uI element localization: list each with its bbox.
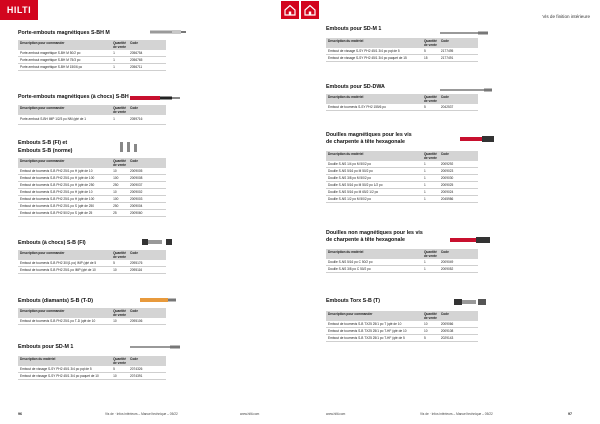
table-row: Douille S-NS 1/2 po M 50/2 po 1 2045986 <box>326 196 478 203</box>
table-row: Embout de tournevis S-B PH2 25/1 po H (qté de 250 250 2009037 <box>18 182 166 189</box>
section-title: Embouts (à chocs) S-B (FI) <box>18 240 86 246</box>
table-row: Embout de vissage S-SY PH2 45/1 3/4 po paquet de 10 10 2074391 <box>18 373 166 380</box>
section-douilles-magnetiques <box>326 132 478 203</box>
col-header-description: Description du matériel <box>326 94 422 104</box>
home-icon[interactable] <box>301 1 319 19</box>
product-table <box>18 308 166 325</box>
table-row: Embout de tournevis S-B PH2 25/1 po H (qté de 100 100 2009008 <box>18 175 166 182</box>
table-row: Douille S-NS 5/16 po C 50/2 po 1 2009049 <box>326 259 478 266</box>
col-header-code: Code <box>128 158 166 168</box>
col-header-code: Code <box>128 105 166 115</box>
col-header-description: Description pour commander <box>18 105 111 115</box>
right-page <box>300 0 600 424</box>
table-row: Embout de tournevis S-B PH2 30/(1 po) IMP (qté de 5 5 2095176 <box>18 260 166 267</box>
torx-bit-image <box>450 296 490 308</box>
section-subtitle: Embouts S-B (norme) <box>18 148 73 154</box>
footer-url: www.hilti.com <box>240 412 260 416</box>
table-row: Embout de vissage S-SY PH2 45/1 3/4 po pqt de 5 5 2177495 <box>326 48 478 55</box>
non-magnetic-socket-image <box>450 234 494 246</box>
col-header-quantity: Quantité de vente <box>113 41 127 49</box>
bit-holder-image <box>150 29 186 35</box>
col-header-description: Description du matériel <box>326 38 422 48</box>
col-header-code: Code <box>439 311 478 321</box>
hilti-logo: HILTI <box>0 0 38 20</box>
table-row: Embout de tournevis S-B PH2 25/1 po S (qté de 250 250 2009004 <box>18 203 166 210</box>
product-table <box>326 38 478 62</box>
product-table <box>326 151 478 203</box>
product-table <box>326 94 478 111</box>
col-header-quantity: Quantité de vente <box>423 39 437 47</box>
table-row: Embout de tournevis S-SY PH2 155/6 po 5 2042537 <box>326 104 478 111</box>
bit-image <box>118 140 138 156</box>
table-row: Embout de vissage S-SY PH2 45/1 3/4 po pqt de 5 5 2074326 <box>18 366 166 373</box>
table-row: Embout de tournevis S-B PH2 25/1 po IMP (qté de 10 10 2095116 <box>18 267 166 274</box>
col-header-description: Description pour commander <box>18 158 111 168</box>
table-row: Douille S-NS 3/8 po M 50/2 po 1 2009030 <box>326 175 478 182</box>
table-row: Douille S-NS 5/16 po M 65/2 1/2 po 1 2009024 <box>326 189 478 196</box>
section-title: Embouts pour SD-M 1 <box>18 344 74 350</box>
col-header-description: Description pour commander <box>326 311 422 321</box>
col-header-description: Description du matériel <box>326 151 422 161</box>
col-header-description: Description pour commander <box>18 250 111 260</box>
product-table <box>326 249 478 273</box>
section-embouts-sb <box>18 140 166 217</box>
table-row: Embout de tournevis S-B TX25 25/1 po T-HF (qté de 10 10 2009108 <box>326 328 478 335</box>
table-row: Douille S-NS 5/16 po M 50/2 po 1/2 po 1 2009025 <box>326 182 478 189</box>
col-header-description: Description du matériel <box>18 356 111 366</box>
section-porte-embouts-sbh-m <box>18 30 166 71</box>
col-header-quantity: Quantité de vente <box>423 95 437 103</box>
col-header-description: Description du matériel <box>326 249 422 259</box>
col-header-description: Description pour commander <box>18 308 111 318</box>
section-title: Embouts pour SD-M 1 <box>326 26 382 32</box>
col-header-quantity: Quantité de vente <box>423 312 437 320</box>
col-header-code: Code <box>128 308 166 318</box>
impact-holder-image <box>130 95 180 101</box>
col-header-quantity: Quantité de vente <box>113 309 127 317</box>
col-header-quantity: Quantité de vente <box>113 251 127 259</box>
table-row: Embout de tournevis S-B PH2 50/2 po S (qté de 25 25 2009060 <box>18 210 166 217</box>
table-row: Porte-embout S-BH IMP 1/2/3 po NM (qté de 1 1 2059716 <box>18 115 166 124</box>
section-title: Embouts S-B (FI) et <box>18 140 68 146</box>
impact-bit-image <box>140 236 180 248</box>
section-subtitle: de charpente à tête hexagonale <box>326 139 405 145</box>
dwa-bit-image <box>440 87 492 93</box>
section-subtitle: de charpente à tête hexagonale <box>326 237 405 243</box>
col-header-quantity: Quantité de vente <box>113 106 127 114</box>
col-header-code: Code <box>439 38 478 48</box>
product-table <box>18 158 166 217</box>
section-title: Embouts Torx S-B (T) <box>326 298 381 304</box>
table-row: Embout de tournevis S-B TX25 25/1 po T-HF (qté de 5 5 2029143 <box>326 335 478 342</box>
table-row: Embout de tournevis S-B TX25 25/1 po T (qté de 10 10 2009066 <box>326 321 478 328</box>
diamond-bit-image <box>140 296 180 304</box>
table-row: Douille S-NS 5/16 po M 50/2 po 1 2009023 <box>326 168 478 175</box>
table-row: Embout de tournevis S-B PH2 25/1 po H (qté de 10 10 2009005 <box>18 168 166 175</box>
col-header-code: Code <box>439 94 478 104</box>
col-header-code: Code <box>128 40 166 50</box>
sdm-bit-image <box>440 30 488 36</box>
page-number: 96 <box>18 412 22 416</box>
table-row: Porte-embout magnétique S-BH M 50/2 po 1 2056754 <box>18 50 166 57</box>
col-header-code: Code <box>439 249 478 259</box>
table-row: Douille S-NS 3/8 po C 50/2 po 1 2009052 <box>326 266 478 273</box>
product-table <box>326 311 478 342</box>
page-number: 97 <box>568 412 572 416</box>
sdm-bit-image <box>130 344 180 350</box>
col-header-quantity: Quantité de vente <box>113 357 127 365</box>
section-title: Porte-embouts magnétiques S-BH M <box>18 30 110 36</box>
table-row: Porte-embout magnétique S-BH M 150/6 po 1 2056711 <box>18 64 166 71</box>
section-title: Embouts pour SD-DWA <box>326 84 385 90</box>
table-row: Embout de tournevis S-B PH2 25/1 po T-D (qté de 10 10 2095106 <box>18 318 166 325</box>
section-title: Porte-embouts magnétiques (à chocs) S-BH <box>18 94 129 100</box>
product-table <box>18 40 166 71</box>
footer-url: www.hilti.com <box>326 412 346 416</box>
col-header-quantity: Quantité de vente <box>113 159 127 167</box>
section-title: Douilles non magnétiques pour les vis <box>326 230 423 236</box>
section-tag: Vis de finition intérieure <box>542 14 590 19</box>
magnetic-socket-image <box>460 132 500 146</box>
section-title: Douilles magnétiques pour les vis <box>326 132 412 138</box>
col-header-code: Code <box>128 356 166 366</box>
table-row: Embout de tournevis S-B PH2 25/1 po H (qté de 10 10 2009002 <box>18 189 166 196</box>
footer-center: Vis de · Infos intérieurs – Manuel technique – 05/22 <box>420 412 493 416</box>
col-header-description: Description pour commander <box>18 40 111 50</box>
col-header-code: Code <box>128 250 166 260</box>
section-title: Embouts (diamants) S-B (T-D) <box>18 298 94 304</box>
table-row: Porte-embout magnétique S-BH M 75/3 po 1 2056765 <box>18 57 166 64</box>
product-table <box>18 105 166 125</box>
footer-center: Vis de · Infos intérieurs – Manuel technique – 05/22 <box>105 412 178 416</box>
home-icon[interactable] <box>281 1 299 19</box>
table-row: Douille S-NS 1/4 po M 50/2 po 1 2009292 <box>326 161 478 168</box>
table-row: Embout de vissage S-SY PH2 45/1 3/4 po paquet de 15 15 2177491 <box>326 55 478 62</box>
product-table <box>18 356 166 380</box>
col-header-quantity: Quantité de vente <box>423 250 437 258</box>
table-row: Embout de tournevis S-B PH2 25/1 po H (qté de 100 100 2009003 <box>18 196 166 203</box>
col-header-quantity: Quantité de vente <box>423 152 437 160</box>
col-header-code: Code <box>439 151 478 161</box>
product-table <box>18 250 166 274</box>
